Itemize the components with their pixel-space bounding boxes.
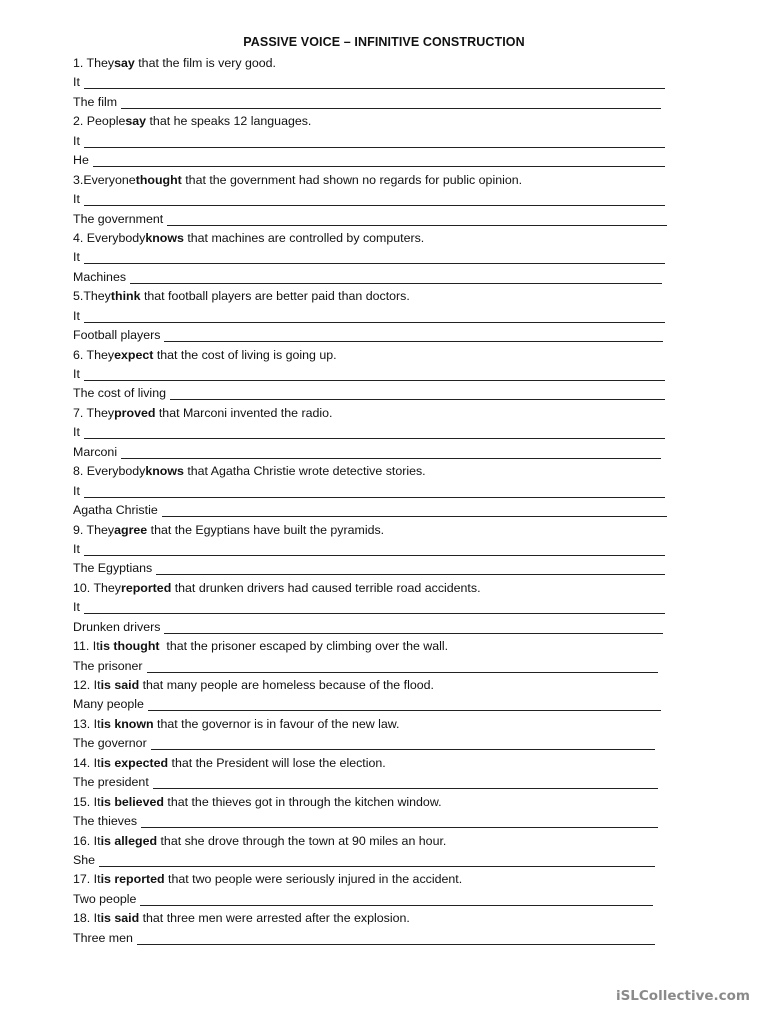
- answer-prompt: It: [73, 541, 80, 556]
- answer-line[interactable]: [73, 443, 673, 462]
- answer-prompt: Agatha Christie: [73, 503, 158, 518]
- question-text: that three men were arrested after the explosion.: [139, 911, 410, 926]
- answer-blank[interactable]: [84, 485, 665, 498]
- answer-line[interactable]: [73, 268, 673, 287]
- answer-blank[interactable]: [162, 504, 667, 517]
- answer-blank[interactable]: [84, 310, 665, 323]
- question-text: 14. It: [73, 755, 101, 770]
- answer-blank[interactable]: [137, 932, 655, 945]
- answer-blank[interactable]: [84, 135, 665, 148]
- answer-prompt: It: [73, 483, 80, 498]
- question-text: 1. They: [73, 56, 115, 70]
- answer-line[interactable]: [73, 559, 673, 578]
- key-verb: knows: [145, 464, 184, 479]
- question-text: 12. It: [73, 678, 101, 692]
- question-text: 15. It: [73, 794, 101, 809]
- key-verb: say: [114, 56, 135, 70]
- question-text: 9. They: [73, 522, 115, 537]
- question-7: [73, 404, 673, 423]
- answer-line[interactable]: [73, 695, 673, 714]
- answer-blank[interactable]: [140, 893, 653, 906]
- answer-prompt: He: [73, 153, 89, 168]
- answer-prompt: The prisoner: [73, 658, 143, 673]
- answer-line[interactable]: [73, 812, 673, 831]
- answer-blank[interactable]: [84, 601, 665, 614]
- question-text: that two people were seriously injured in the accident.: [164, 872, 463, 887]
- answer-prompt: It: [73, 250, 80, 265]
- question-16: [73, 832, 673, 851]
- key-verb: think: [110, 289, 141, 304]
- answer-blank[interactable]: [147, 660, 658, 673]
- question-text: that drunken drivers had caused terrible road accidents.: [171, 580, 481, 595]
- key-verb: is said: [100, 678, 140, 692]
- question-text: that the Egyptians have built the pyramids.: [147, 522, 385, 537]
- key-verb: is expected: [100, 755, 169, 770]
- question-text: 18. It: [73, 911, 101, 926]
- question-text: 17. It: [73, 872, 101, 887]
- answer-blank[interactable]: [84, 251, 665, 264]
- question-8: [73, 462, 673, 481]
- answer-line[interactable]: [73, 501, 673, 520]
- answer-prompt: Many people: [73, 697, 144, 712]
- answer-line[interactable]: [73, 657, 673, 676]
- question-text: 3.Everyone: [73, 172, 136, 187]
- answer-blank[interactable]: [84, 193, 665, 206]
- answer-line[interactable]: [73, 307, 673, 326]
- answer-blank[interactable]: [167, 213, 667, 226]
- question-text: 2. People: [73, 114, 126, 129]
- question-1: [73, 54, 673, 73]
- answer-line[interactable]: [73, 482, 673, 501]
- key-verb: agree: [114, 522, 148, 537]
- question-text: that she drove through the town at 90 miles an hour.: [157, 833, 447, 848]
- answer-blank[interactable]: [84, 543, 665, 556]
- question-text: 13. It: [73, 716, 101, 731]
- answer-prompt: Marconi: [73, 444, 118, 459]
- answer-prompt: Two people: [73, 891, 137, 906]
- site-watermark: iSLCollective.com: [615, 988, 750, 1004]
- question-text: that machines are controlled by computers.: [183, 230, 425, 245]
- question-10: [73, 579, 673, 598]
- answer-prompt: It: [73, 367, 80, 381]
- question-text: that the government had shown no regards for public opinion.: [181, 172, 523, 187]
- question-13: [73, 715, 673, 734]
- answer-prompt: It: [73, 425, 80, 440]
- answer-blank[interactable]: [151, 737, 655, 750]
- question-text: 10. They: [73, 580, 121, 595]
- answer-blank[interactable]: [164, 621, 663, 634]
- answer-line[interactable]: [73, 540, 673, 559]
- answer-line[interactable]: [73, 248, 673, 267]
- answer-line[interactable]: [73, 326, 673, 345]
- question-text: that the President will lose the election.: [168, 755, 386, 770]
- key-verb: is known: [100, 716, 154, 731]
- answer-blank[interactable]: [99, 854, 655, 867]
- answer-blank[interactable]: [84, 76, 665, 89]
- key-verb: is believed: [100, 794, 164, 809]
- answer-line[interactable]: [73, 190, 673, 209]
- answer-line[interactable]: [73, 73, 673, 92]
- answer-blank[interactable]: [130, 271, 662, 284]
- key-verb: thought: [135, 172, 182, 187]
- question-15: [73, 793, 673, 812]
- answer-prompt: It: [73, 75, 80, 90]
- answer-prompt: It: [73, 133, 80, 148]
- question-text: that the cost of living is going up.: [153, 347, 337, 362]
- answer-blank[interactable]: [170, 387, 665, 400]
- question-text: 4. Everybody: [73, 230, 146, 245]
- answer-prompt: She: [73, 852, 96, 867]
- answer-blank[interactable]: [84, 368, 665, 381]
- question-5: [73, 287, 673, 306]
- answer-prompt: It: [73, 600, 80, 615]
- question-18: [73, 909, 673, 928]
- answer-line[interactable]: [73, 132, 673, 151]
- key-verb: proved: [114, 405, 156, 420]
- answer-line[interactable]: [73, 851, 673, 870]
- answer-prompt: The cost of living: [73, 386, 166, 401]
- answer-prompt: Machines: [73, 269, 127, 284]
- key-verb: is alleged: [100, 833, 158, 848]
- question-text: that many people are homeless because of the flood.: [139, 678, 434, 692]
- question-text: that the film is very good.: [134, 56, 276, 70]
- question-2: [73, 112, 673, 131]
- answer-line[interactable]: [73, 598, 673, 617]
- question-text: 7. They: [73, 405, 115, 420]
- question-text: that the prisoner escaped by climbing over the wall.: [159, 639, 449, 654]
- answer-prompt: The government: [73, 211, 164, 226]
- key-verb: is said: [100, 911, 140, 926]
- key-verb: expect: [114, 347, 154, 362]
- answer-line[interactable]: [73, 423, 673, 442]
- answer-prompt: The film: [73, 94, 118, 109]
- answer-blank[interactable]: [121, 446, 661, 459]
- answer-line[interactable]: [73, 890, 673, 909]
- answer-line[interactable]: [73, 151, 673, 170]
- answer-blank[interactable]: [93, 154, 665, 167]
- answer-prompt: Drunken drivers: [73, 619, 161, 634]
- answer-line[interactable]: [73, 773, 673, 792]
- answer-blank[interactable]: [164, 329, 663, 342]
- answer-prompt: The president: [73, 775, 149, 790]
- answer-blank[interactable]: [156, 562, 665, 575]
- answer-line[interactable]: [73, 365, 673, 384]
- question-text: that he speaks 12 languages.: [146, 114, 312, 129]
- answer-line[interactable]: [73, 93, 673, 112]
- worksheet-title: PASSIVE VOICE – INFINITIVE CONSTRUCTION: [243, 35, 525, 49]
- answer-blank[interactable]: [141, 815, 658, 828]
- answer-line[interactable]: [73, 384, 673, 403]
- answer-blank[interactable]: [84, 426, 665, 439]
- key-verb: is reported: [100, 872, 165, 887]
- question-11: [73, 637, 673, 656]
- answer-prompt: The governor: [73, 736, 147, 751]
- answer-prompt: The Egyptians: [73, 561, 153, 576]
- question-3: [73, 171, 673, 190]
- answer-prompt: Three men: [73, 930, 133, 945]
- exercise-list: [73, 54, 673, 948]
- question-text: that football players are better paid than doctors.: [140, 289, 410, 304]
- answer-line[interactable]: [73, 618, 673, 637]
- question-text: that Marconi invented the radio.: [155, 405, 333, 420]
- question-9: [73, 521, 673, 540]
- question-14: [73, 754, 673, 773]
- answer-blank[interactable]: [153, 776, 658, 789]
- key-verb: knows: [145, 230, 184, 245]
- key-verb: reported: [121, 580, 172, 595]
- answer-blank[interactable]: [121, 96, 661, 109]
- question-17: [73, 870, 673, 889]
- question-text: that Agatha Christie wrote detective stories.: [183, 464, 426, 479]
- question-6: [73, 346, 673, 365]
- key-verb: say: [125, 114, 147, 129]
- question-text: 16. It: [73, 833, 101, 848]
- answer-prompt: It: [73, 308, 80, 323]
- answer-prompt: The thieves: [73, 814, 138, 829]
- key-verb: is thought: [99, 639, 160, 654]
- question-text: 11. It: [73, 639, 100, 654]
- question-text: that the thieves got in through the kitchen window.: [163, 794, 442, 809]
- answer-prompt: Football players: [73, 328, 161, 343]
- answer-line[interactable]: [73, 210, 673, 229]
- question-12: [73, 676, 673, 695]
- question-4: [73, 229, 673, 248]
- question-text: 8. Everybody: [73, 464, 146, 479]
- question-text: 6. They: [73, 347, 115, 362]
- question-text: 5.They: [73, 289, 111, 304]
- answer-prompt: It: [73, 192, 80, 207]
- answer-line[interactable]: [73, 929, 673, 948]
- answer-line[interactable]: [73, 734, 673, 753]
- question-text: that the governor is in favour of the new law.: [153, 716, 400, 731]
- answer-blank[interactable]: [148, 698, 661, 711]
